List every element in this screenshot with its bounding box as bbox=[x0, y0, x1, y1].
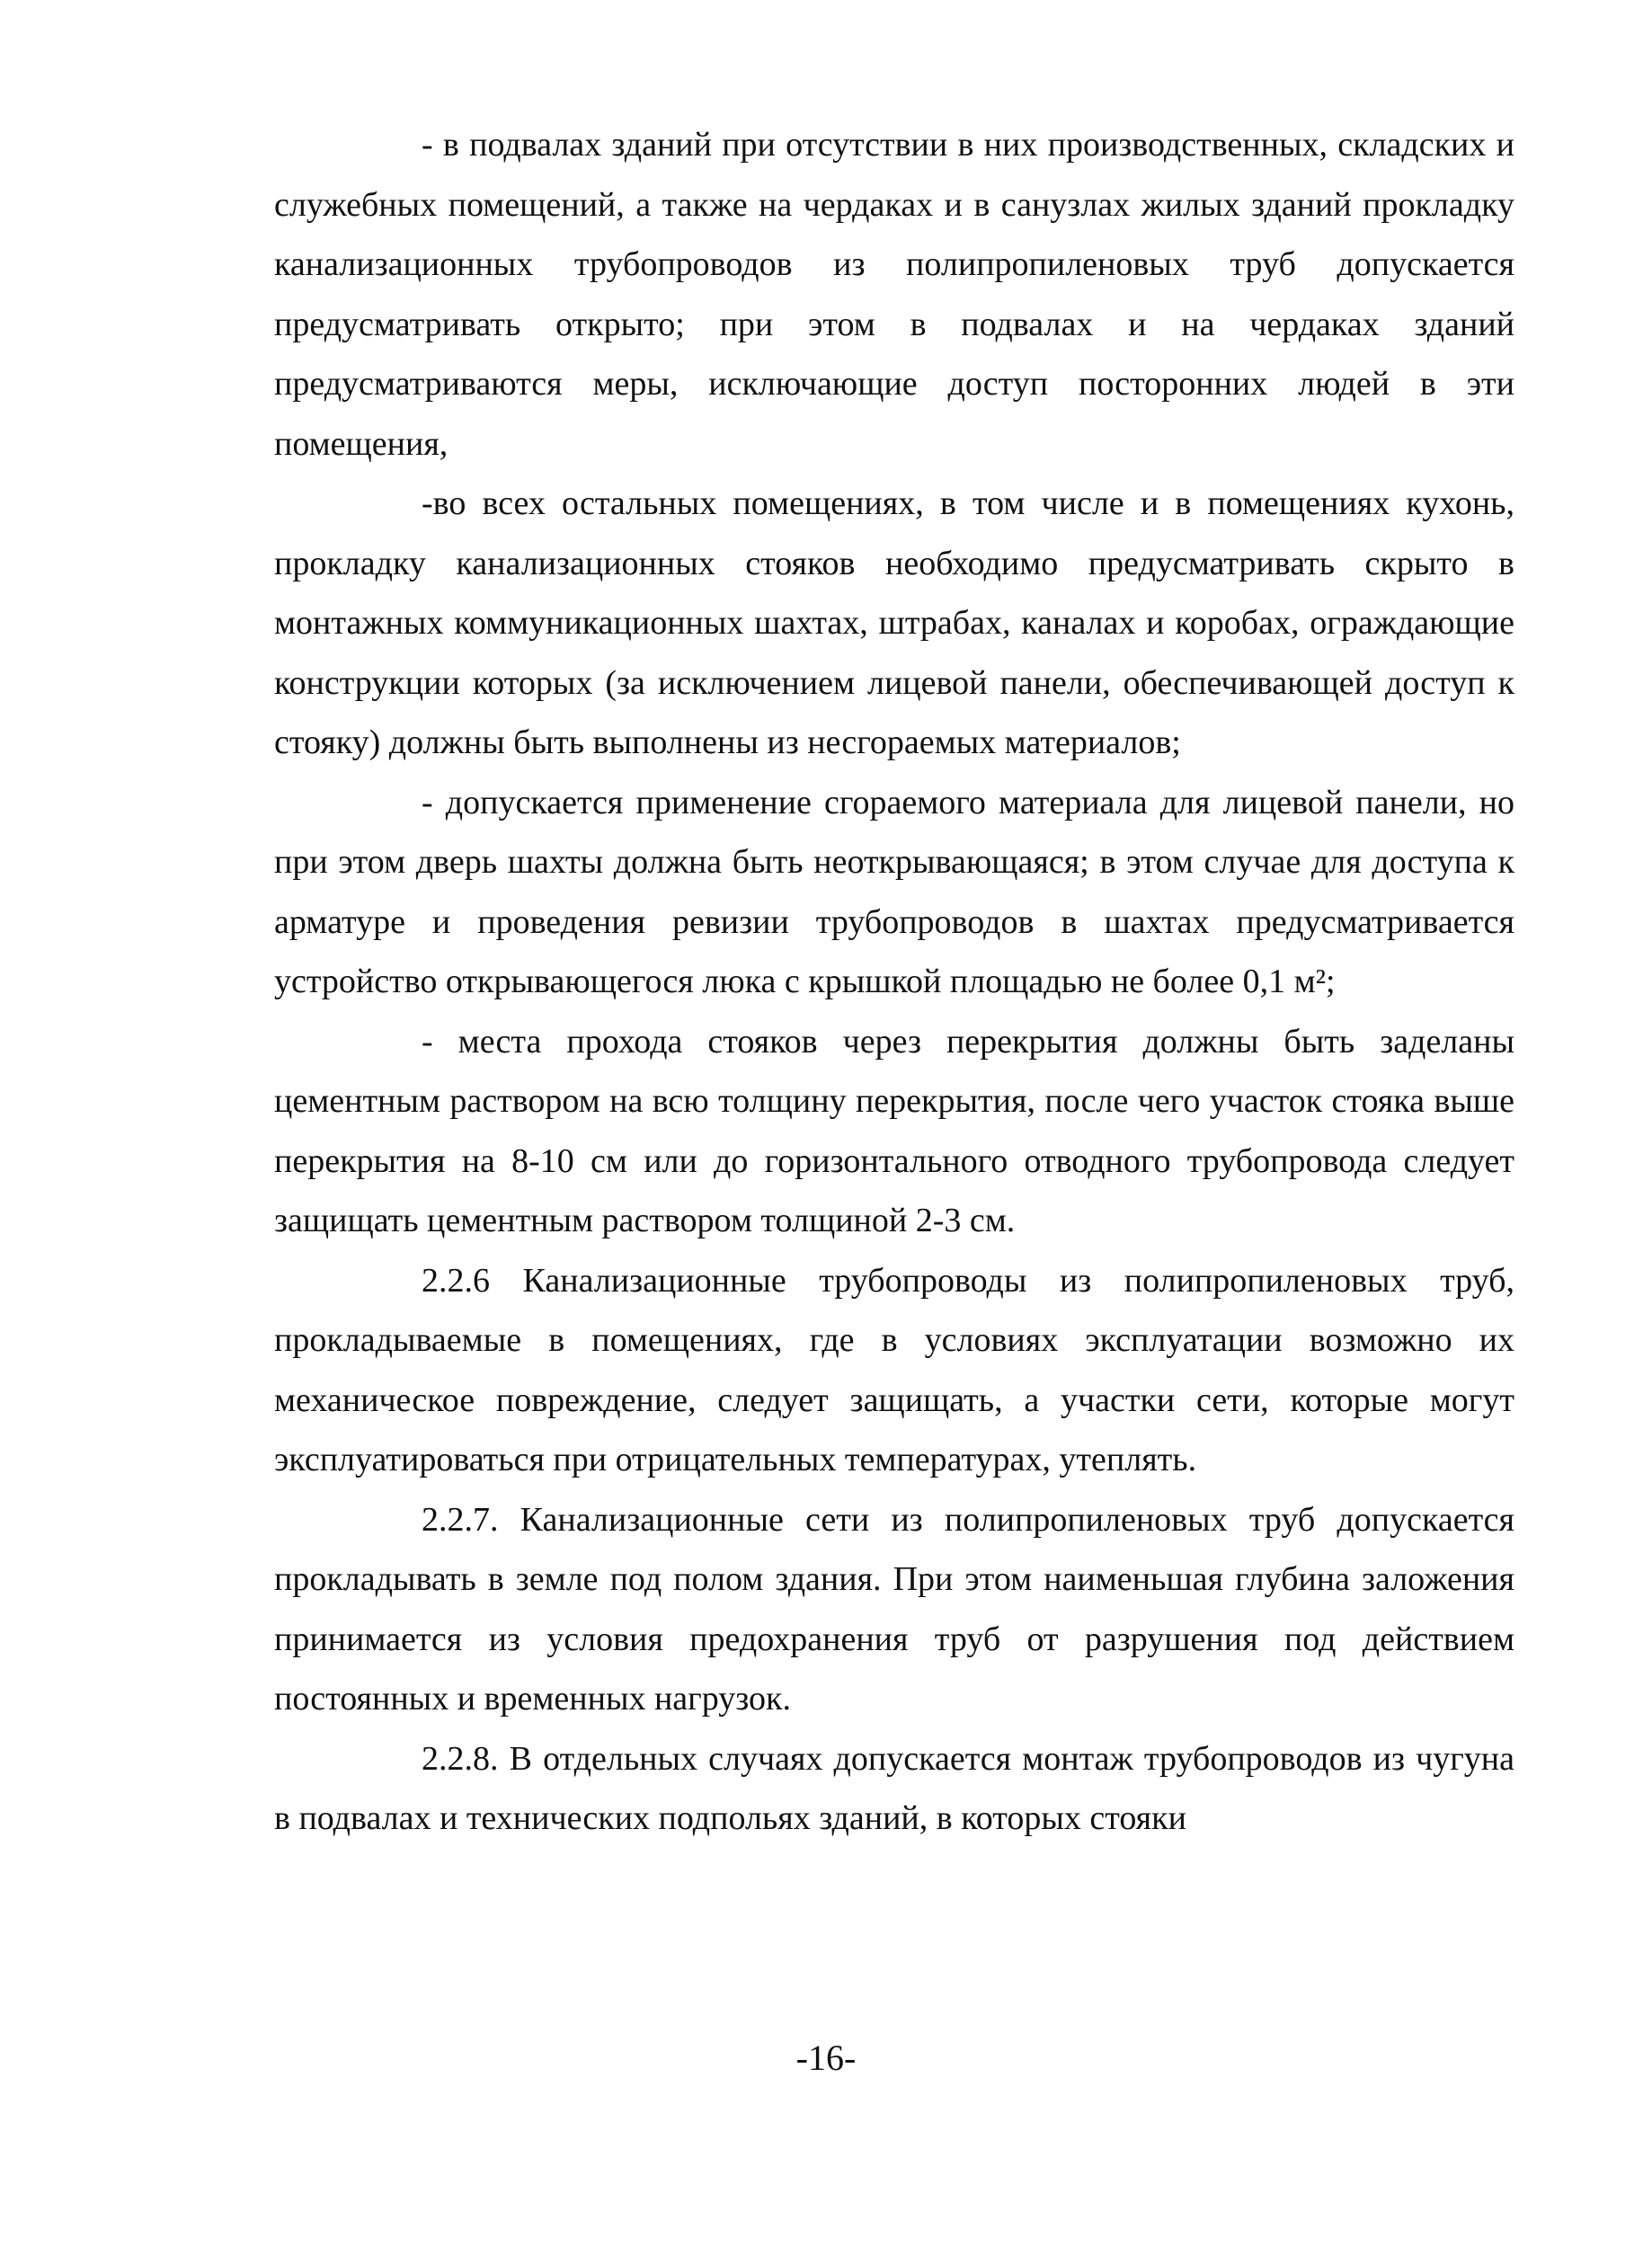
paragraph-2-2-8: 2.2.8. В отдельных случаях допускается монтаж трубопроводов из чугуна в подвалах и технических подпольях зданий, в которых стояки bbox=[274, 1739, 1514, 1837]
paragraph-riser-passage: - места прохода стояков через перекрытия должны быть заделаны цементным раствором на всю толщину перекрытия, после чего участок стояка выше перекрытия на 8-10 см или до горизонтального отводного трубопровода следует защищать цементным раствором толщиной 2-3 см. bbox=[274, 1022, 1514, 1239]
page-number: -16- bbox=[795, 2037, 857, 2078]
paragraph-2-2-6: 2.2.6 Канализационные трубопроводы из полипропиленовых труб, прокладываемые в помещениях, где в условиях эксплуатации возможно их механическое повреждение, следует защищать, а участки сети, которые могут эксплуатироваться при отрицательных температурах, утеплять. bbox=[274, 1261, 1514, 1478]
paragraph-hidden-risers: -во всех остальных помещениях, в том числе и в помещениях кухонь, прокладку канализационных стояков необходимо предусматривать скрыто в монтажных коммуникационных шахтах, штрабах, каналах и коробах, ограждающие конструкции которых (за исключением лицевой панели, обеспечивающей доступ к стояку) должны быть выполнены из несгораемых материалов; bbox=[274, 484, 1514, 761]
paragraph-combustible-panel: - допускается применение сгораемого материала для лицевой панели, но при этом дверь шахты должна быть неоткрывающаяся; в этом случае для доступа к арматуре и проведения ревизии трубопроводов в шахтах предусматривается устройство открывающегося люка с крышкой площадью не более 0,1 м²; bbox=[274, 783, 1514, 1000]
paragraph-2-2-7: 2.2.7. Канализационные сети из полипропиленовых труб допускается прокладывать в земле под полом здания. При этом наименьшая глубина заложения принимается из условия предохранения труб от разрушения под действием постоянных и временных нагрузок. bbox=[274, 1500, 1514, 1718]
body-text bbox=[274, 115, 1514, 1849]
paragraph-basement-open-laying: - в подвалах зданий при отсутствии в них производственных, складских и служебных помещений, а также на чердаках и в санузлах жилых зданий прокладку канализационных трубопроводов из полипропиленовых труб допускается предусматривать открыто; при этом в подвалах и на чердаках зданий предусматриваются меры, исключающие доступ посторонних людей в эти помещения, bbox=[274, 126, 1514, 463]
